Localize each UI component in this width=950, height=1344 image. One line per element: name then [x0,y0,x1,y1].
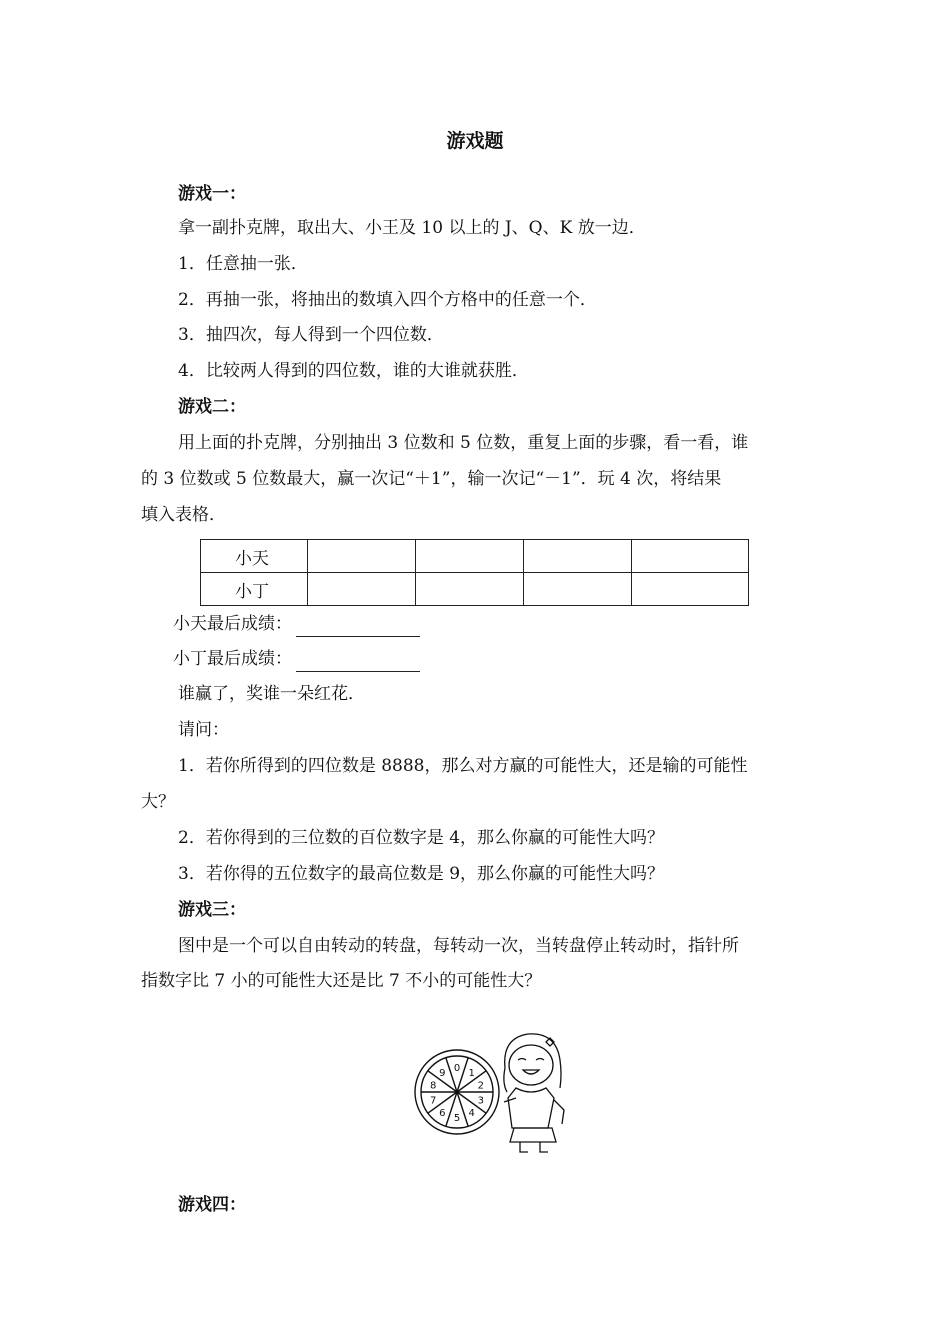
game3-paragraph-line: 图中是一个可以自由转动的转盘，每转动一次，当转盘停止转动时，指针所 [178,936,739,956]
score-cell[interactable] [416,573,524,606]
table-row [201,540,749,573]
game1-step: 2．再抽一张，将抽出的数填入四个方格中的任意一个． [178,290,597,310]
question-label: 请问： [178,720,229,740]
score-cell[interactable] [308,540,416,573]
spinner-number: 6 [439,1108,446,1120]
question-line: 2．若你得到的三位数的百位数字是 4，那么你赢的可能性大吗？ [178,828,665,848]
game2-paragraph-line: 的 3 位数或 5 位数最大，赢一次记“＋1”，输一次记“－1”．玩 4 次，将结果 [141,469,722,489]
game2-paragraph-line: 填入表格． [141,505,226,525]
result-line-xiaotian [173,611,420,637]
game1-step: 4．比较两人得到的四位数，谁的大谁就获胜． [178,361,529,381]
game3-heading: 游戏三： [178,900,246,920]
game1-step: 3．抽四次，每人得到一个四位数． [178,325,444,345]
table-row [201,573,749,606]
score-cell[interactable] [632,540,749,573]
result-label: 小丁最后成绩： [173,649,292,669]
game3-paragraph-line: 指数字比 7 小的可能性大还是比 7 不小的可能性大？ [141,971,542,991]
game1-heading: 游戏一： [178,184,246,204]
table-row-label: 小天 [201,540,308,573]
winner-note: 谁赢了，奖谁一朵红花． [178,684,365,704]
spinner-number: 3 [477,1095,484,1107]
score-cell[interactable] [416,540,524,573]
spinner-number: 9 [439,1067,446,1079]
score-cell[interactable] [524,573,632,606]
game2-paragraph-line: 用上面的扑克牌，分别抽出 3 位数和 5 位数，重复上面的步骤，看一看，谁 [178,433,749,453]
spinner-number: 2 [477,1080,484,1092]
score-cell[interactable] [632,573,749,606]
spinner-number: 8 [430,1080,437,1092]
score-cell[interactable] [524,540,632,573]
result-label: 小天最后成绩： [173,614,292,634]
answer-blank[interactable] [296,618,420,637]
question-line: 大？ [141,792,175,812]
spinner-number: 5 [453,1113,461,1124]
game4-heading: 游戏四： [178,1195,246,1215]
answer-blank[interactable] [296,653,420,672]
game1-intro: 拿一副扑克牌，取出大、小王及 10 以上的 J、Q、K 放一边． [178,218,646,238]
girl-figure [504,1034,564,1152]
spinner-girl-illustration [410,1028,580,1158]
spinner-number: 0 [453,1063,461,1074]
score-cell[interactable] [308,573,416,606]
question-line: 3．若你得的五位数字的最高位数是 9，那么你赢的可能性大吗？ [178,864,665,884]
question-line: 1．若你所得到的四位数是 8888，那么对方赢的可能性大，还是输的可能性 [178,756,748,776]
game1-step: 1．任意抽一张． [178,254,308,274]
table-row-label: 小丁 [201,573,308,606]
game2-heading: 游戏二： [178,397,246,417]
spinner-number: 4 [468,1108,475,1120]
spinner-number: 7 [430,1095,437,1107]
spinner-number: 1 [468,1067,475,1079]
score-table [200,539,749,606]
page-title: 游戏题 [446,130,504,152]
result-line-xiaoding [173,646,420,672]
